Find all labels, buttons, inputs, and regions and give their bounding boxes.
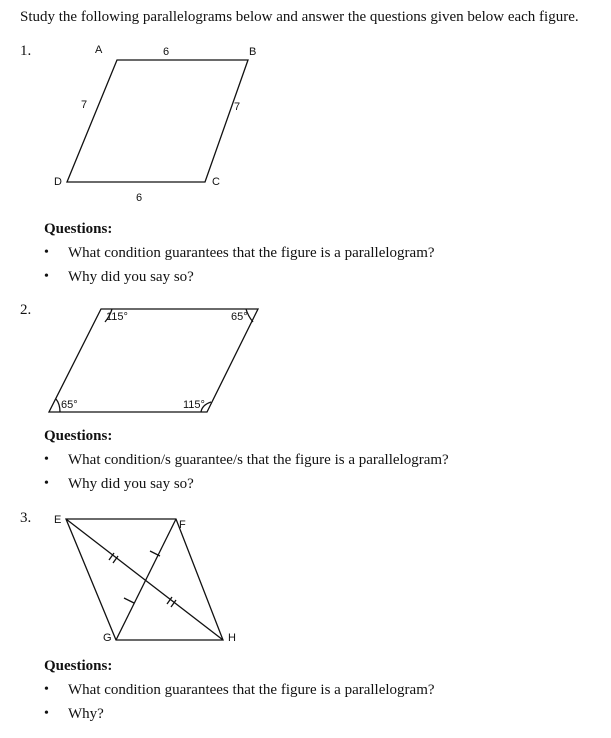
vertex-d-label: D: [54, 176, 62, 188]
diagonal-fg-tick: [124, 598, 134, 603]
vertex-f-label: F: [179, 519, 186, 531]
angle-bottom-right-label: 115°: [183, 399, 205, 411]
vertex-a-label: A: [95, 44, 103, 56]
vertex-b-label: B: [249, 46, 257, 58]
problem-3-number: 3.: [20, 510, 32, 526]
problem-1-question-2: • Why did you say so?: [44, 269, 194, 285]
side-ad-label: 7: [81, 99, 88, 111]
problem-3-question-1: • What condition guarantees that the figure is a parallelogram?: [44, 682, 435, 698]
side-dc-label: 6: [136, 192, 143, 204]
side-bc-label: 7: [234, 101, 241, 113]
angle-bottom-left-label: 65°: [61, 399, 78, 411]
problem-1-question-1: • What condition guarantees that the figure is a parallelogram?: [44, 245, 435, 261]
angle-top-left-label: 115°: [106, 311, 128, 323]
diagonal-fg: [116, 519, 176, 640]
problem-2-question-1: • What condition/s guarantee/s that the figure is a parallelogram?: [44, 452, 449, 468]
side-ab-label: 6: [163, 46, 170, 58]
vertex-e-label: E: [54, 514, 62, 526]
problem-2-question-2: • Why did you say so?: [44, 476, 194, 492]
problem-1-number: 1.: [20, 43, 32, 59]
instructions-text: Study the following parallelograms below and answer the questions given below each figure.: [20, 9, 579, 25]
problem-2-questions-heading: Questions:: [44, 428, 113, 444]
problem-3-question-2: • Why?: [44, 706, 104, 722]
vertex-c-label: C: [212, 176, 220, 188]
problem-2-number: 2.: [20, 302, 32, 318]
problem-1-questions-heading: Questions:: [44, 221, 113, 237]
angle-top-right-label: 65°: [231, 311, 248, 323]
vertex-h-label: H: [228, 632, 236, 644]
problem-3-questions-heading: Questions:: [44, 658, 113, 674]
vertex-g-label: G: [103, 632, 112, 644]
